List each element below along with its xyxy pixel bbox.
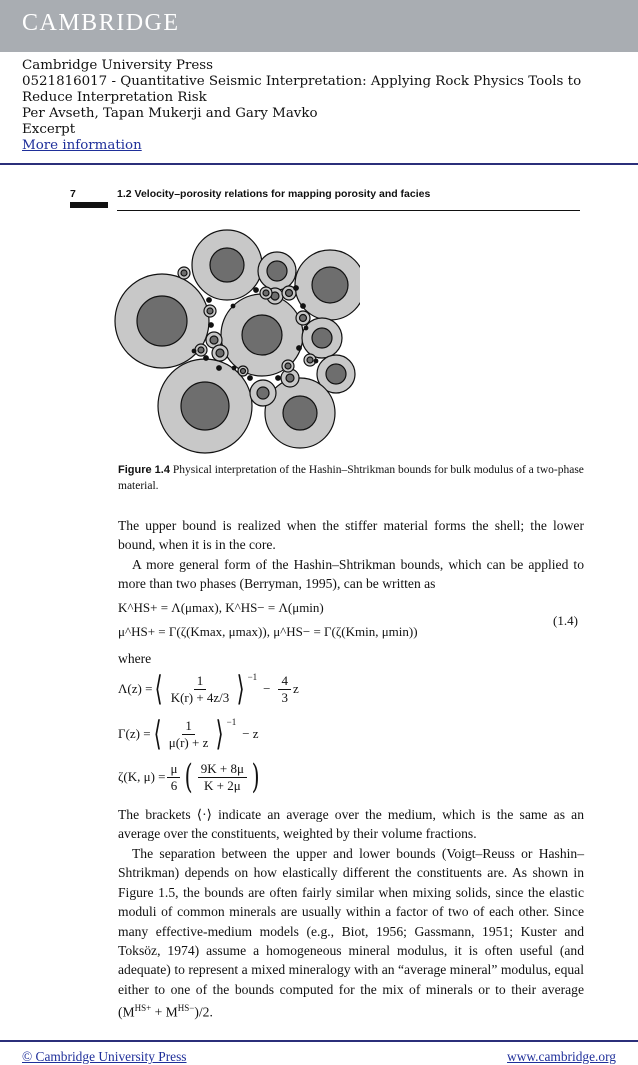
sphere-core	[207, 308, 213, 314]
paragraph-4	[118, 844, 584, 1022]
sphere-core	[283, 396, 317, 430]
right-paren: )	[251, 757, 260, 797]
interstitial-grain	[248, 376, 253, 381]
right-angle-bracket: ⟩	[216, 714, 224, 754]
four-thirds-numerator: 4	[278, 673, 291, 690]
excerpt-label: Excerpt	[22, 122, 76, 137]
left-angle-bracket: ⟨	[153, 714, 162, 754]
paragraph-4-text: The separation between the upper and lower bounds (Voigt–Reuss or Hashin–Shtrikman) depends on how elastically different the constituents are. As shown in Figure 1.5, the bounds are often fairly similar when mixing solids, since the elastic moduli of common minerals are usually within a factor of two of each other. Since many effective-medium models (e.g., Biot, 1956; Gassmann, 1951; Kuster and Toksöz, 1974) assume a homogeneous mineral modulus, it is often useful (and adequate) to represent a mixed mineralogy with an “average mineral” modulus, equal either to one of the bounds computed for the mix of minerals or to their average (M	[118, 846, 584, 1020]
sphere-core	[312, 328, 332, 348]
sphere-core	[242, 315, 282, 355]
equation-line-2: μ^HS+ = Γ(ζ(Kmax, μmax)), μ^HS− = Γ(ζ(Kmin, μmin))	[118, 624, 418, 639]
lambda-exponent: −1	[247, 672, 258, 682]
lambda-denominator: K(r) + 4z/3	[170, 689, 230, 705]
sphere-core	[312, 267, 348, 303]
zeta-formula	[118, 757, 262, 797]
lambda-tail: z	[292, 681, 299, 696]
sphere-core	[216, 349, 224, 357]
interstitial-grain	[232, 366, 236, 370]
interstitial-grain	[254, 288, 259, 293]
paragraph-4-sup-upper: HS+	[134, 1003, 152, 1014]
hashin-shtrikman-figure	[110, 228, 360, 454]
interstitial-grain	[294, 286, 299, 291]
gamma-formula	[118, 714, 259, 754]
section-title: 1.2 Velocity–porosity relations for mapping porosity and facies	[117, 188, 431, 200]
lambda-fraction	[168, 673, 233, 706]
sphere-core	[267, 261, 287, 281]
zeta-inner-fraction	[198, 761, 247, 794]
sphere-core	[300, 315, 307, 322]
sphere-core	[210, 336, 218, 344]
gamma-numerator: 1	[182, 718, 195, 735]
figure-caption-text: Physical interpretation of the Hashin–Shtrikman bounds for bulk modulus of a two-phase material.	[118, 464, 584, 492]
sphere-core	[137, 296, 187, 346]
interstitial-grain	[192, 349, 196, 353]
more-information-link[interactable]: More information	[22, 138, 142, 153]
sphere-core	[307, 357, 313, 363]
sphere-core	[257, 387, 269, 399]
footer-divider	[0, 1040, 638, 1042]
zeta-fraction	[167, 761, 180, 794]
paragraph-3: The brackets ⟨·⟩ indicate an average over the medium, which is the same as an average over the constituents, weighted by their volume fractions.	[118, 807, 584, 842]
equation-number: (1.4)	[553, 613, 578, 628]
sphere-core	[263, 290, 269, 296]
interstitial-grain	[231, 304, 235, 308]
minus-sign: −	[263, 681, 271, 696]
zeta-inner-numerator: 9K + 8μ	[198, 761, 247, 778]
figure-caption	[118, 462, 588, 494]
sphere-core	[198, 347, 204, 353]
cambridge-logo: CAMBRIDGE	[22, 10, 180, 36]
gamma-tail: − z	[242, 726, 259, 741]
lambda-numerator: 1	[194, 673, 207, 690]
zeta-denominator: 6	[170, 777, 178, 793]
coated-spheres	[115, 230, 360, 453]
interstitial-grain	[204, 356, 209, 361]
book-title-line: 0521816017 - Quantitative Seismic Interpretation: Applying Rock Physics Tools to Reduce Interpretation Risk	[22, 74, 582, 105]
sphere-core	[285, 363, 291, 369]
gamma-exponent: −1	[226, 717, 237, 727]
zeta-lhs: ζ(K, μ) =	[118, 769, 166, 784]
interstitial-grain	[276, 376, 281, 381]
interstitial-grain	[217, 366, 222, 371]
sphere-core	[286, 290, 293, 297]
sphere-core	[326, 364, 346, 384]
four-thirds-denominator: 3	[281, 689, 288, 705]
page-number-bar	[70, 202, 108, 208]
lambda-lhs: Λ(z) =	[118, 681, 153, 696]
where-label: where	[118, 651, 152, 666]
interstitial-grain	[209, 323, 214, 328]
publisher-name: Cambridge University Press	[22, 58, 214, 73]
running-head-rule	[117, 210, 580, 211]
paragraph-2: A more general form of the Hashin–Shtrikman bounds, which can be applied to more than two phases (Berryman, 1995), can be written as	[118, 557, 584, 592]
sphere-core	[181, 382, 229, 430]
lambda-formula	[118, 669, 299, 709]
paragraph-4-end: )/2.	[194, 1004, 213, 1020]
paragraph-4-sup-lower: HS−	[177, 1003, 195, 1014]
sphere-core	[181, 270, 187, 276]
paragraph-4-plus: + M	[151, 1004, 178, 1020]
interstitial-grain	[314, 359, 318, 363]
figure-label: Figure 1.4	[118, 464, 170, 476]
header-divider	[0, 163, 638, 165]
publisher-banner	[0, 0, 638, 52]
four-thirds-fraction	[278, 673, 291, 706]
sphere-core	[286, 374, 294, 382]
gamma-fraction	[166, 718, 212, 751]
page-number: 7	[70, 188, 76, 200]
equation-line-1: K^HS+ = Λ(μmax), K^HS− = Λ(μmin)	[118, 600, 324, 615]
paragraph-1: The upper bound is realized when the stiffer material forms the shell; the lower bound, when it is in the core.	[118, 518, 584, 553]
zeta-numerator: μ	[167, 761, 180, 778]
right-angle-bracket: ⟩	[236, 669, 245, 709]
interstitial-grain	[207, 298, 212, 303]
left-angle-bracket: ⟨	[155, 669, 164, 709]
website-link[interactable]: www.cambridge.org	[507, 1049, 616, 1064]
zeta-inner-denominator: K + 2μ	[203, 777, 241, 793]
sphere-core	[241, 369, 246, 374]
interstitial-grain	[301, 304, 306, 309]
running-head	[70, 188, 580, 212]
interstitial-grain	[297, 346, 302, 351]
interstitial-grain	[304, 326, 308, 330]
book-metadata	[22, 58, 622, 154]
sphere-core	[210, 248, 244, 282]
authors-line: Per Avseth, Tapan Mukerji and Gary Mavko	[22, 106, 318, 121]
gamma-lhs: Γ(z) =	[118, 726, 151, 741]
left-paren: (	[185, 757, 194, 797]
copyright-link[interactable]: © Cambridge University Press	[22, 1049, 187, 1064]
gamma-denominator: μ(r) + z	[168, 734, 209, 750]
